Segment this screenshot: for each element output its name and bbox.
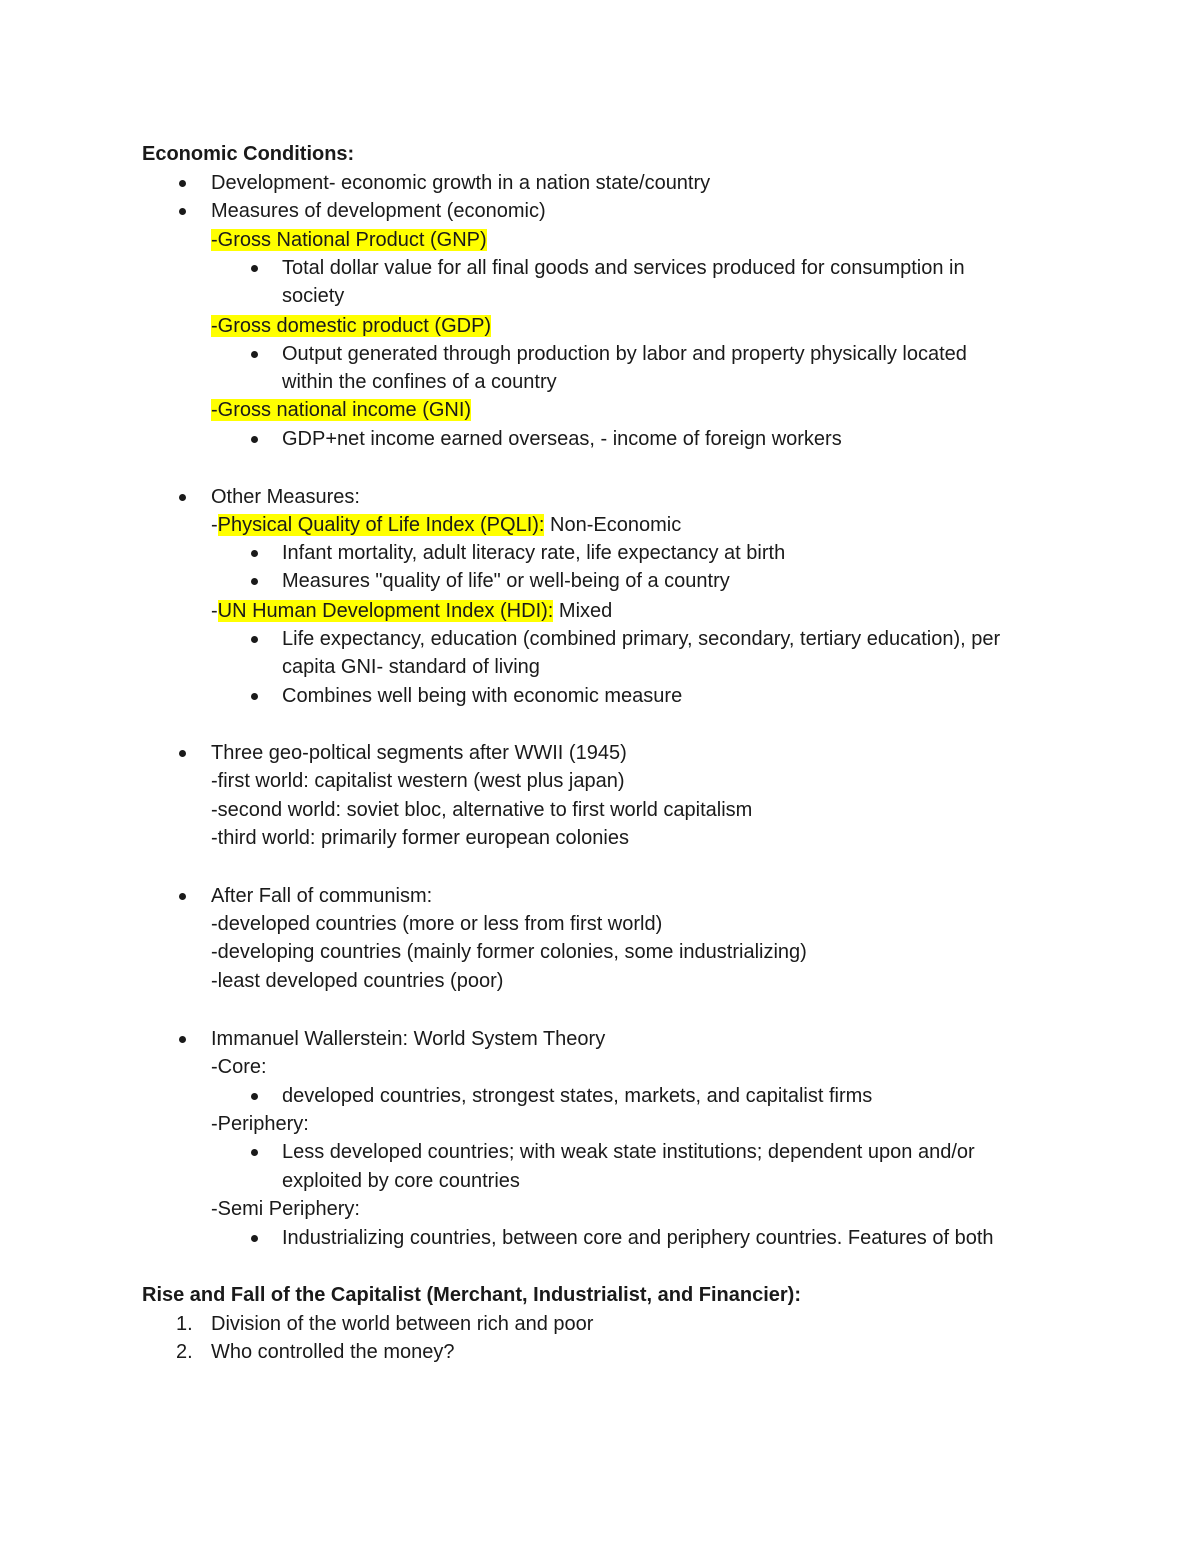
bullet-icon — [251, 1093, 258, 1100]
gnp-description-line-1: Total dollar value for all final goods and services produced for consumption in — [282, 257, 965, 279]
list-number: 2. — [176, 1341, 193, 1363]
gnp-description-line-2: society — [282, 285, 345, 307]
hdi-label — [211, 597, 612, 625]
bullet-geopolitical: Three geo-poltical segments after WWII (1945) — [211, 742, 627, 764]
periphery-description-line-1: Less developed countries; with weak state institutions; dependent upon and/or — [282, 1141, 975, 1163]
pqli-type: Non-Economic — [544, 514, 682, 536]
bullet-icon — [179, 893, 186, 900]
list-number: 1. — [176, 1313, 193, 1335]
pqli-detail-2: Measures "quality of life" or well-being of a country — [282, 570, 730, 592]
hdi-detail-1-line-1: Life expectancy, education (combined primary, secondary, tertiary education), per — [282, 628, 1001, 650]
bullet-icon — [251, 351, 258, 358]
pqli-highlight: Physical Quality of Life Index (PQLI): — [217, 514, 545, 536]
bullet-fall-of-communism: After Fall of communism: — [211, 885, 433, 907]
gnp-label — [211, 226, 487, 254]
gni-description: GDP+net income earned overseas, - income of foreign workers — [282, 428, 842, 450]
bullet-icon — [251, 1235, 258, 1242]
periphery-label: -Periphery: — [211, 1113, 309, 1135]
bullet-measures: Measures of development (economic) — [211, 200, 546, 222]
pqli-dash: - — [211, 514, 218, 536]
periphery-description-line-2: exploited by core countries — [282, 1170, 520, 1192]
list-item: Who controlled the money? — [211, 1341, 455, 1363]
bullet-icon — [251, 693, 258, 700]
hdi-highlight: UN Human Development Index (HDI): — [217, 600, 554, 622]
semi-periphery-description: Industrializing countries, between core and periphery countries. Features of both — [282, 1227, 994, 1249]
gdp-label — [211, 312, 491, 340]
bullet-icon — [179, 180, 186, 187]
hdi-type: Mixed — [553, 600, 613, 622]
hdi-detail-1-line-2: capita GNI- standard of living — [282, 656, 540, 678]
hdi-dash: - — [211, 600, 218, 622]
fall-least-developed: -least developed countries (poor) — [211, 970, 504, 992]
gni-highlight: -Gross national income (GNI) — [211, 399, 472, 421]
bullet-icon — [251, 578, 258, 585]
bullet-other-measures: Other Measures: — [211, 486, 360, 508]
core-label: -Core: — [211, 1056, 267, 1078]
bullet-icon — [251, 636, 258, 643]
bullet-icon — [251, 265, 258, 272]
bullet-icon — [251, 436, 258, 443]
core-description: developed countries, strongest states, markets, and capitalist firms — [282, 1085, 873, 1107]
geo-second-world: -second world: soviet bloc, alternative to first world capitalism — [211, 799, 753, 821]
bullet-icon — [251, 1149, 258, 1156]
gnp-highlight: -Gross National Product (GNP) — [211, 229, 487, 251]
bullet-icon — [179, 1036, 186, 1043]
section-heading-economic-conditions: Economic Conditions: — [142, 143, 355, 165]
list-item: Division of the world between rich and poor — [211, 1313, 594, 1335]
pqli-label — [211, 511, 681, 539]
gni-label — [211, 396, 471, 424]
bullet-development: Development- economic growth in a nation state/country — [211, 172, 711, 194]
fall-developing: -developing countries (mainly former colonies, some industrializing) — [211, 941, 807, 963]
gdp-description-line-2: within the confines of a country — [282, 371, 557, 393]
pqli-detail-1: Infant mortality, adult literacy rate, life expectancy at birth — [282, 542, 786, 564]
geo-first-world: -first world: capitalist western (west plus japan) — [211, 770, 625, 792]
bullet-icon — [179, 208, 186, 215]
hdi-detail-2: Combines well being with economic measure — [282, 685, 683, 707]
section-heading-capitalist: Rise and Fall of the Capitalist (Merchant, Industrialist, and Financier): — [142, 1284, 801, 1306]
gdp-description-line-1: Output generated through production by labor and property physically located — [282, 343, 967, 365]
semi-periphery-label: -Semi Periphery: — [211, 1198, 360, 1220]
gdp-highlight: -Gross domestic product (GDP) — [211, 315, 492, 337]
geo-third-world: -third world: primarily former european colonies — [211, 827, 629, 849]
bullet-wallerstein: Immanuel Wallerstein: World System Theory — [211, 1028, 606, 1050]
fall-developed: -developed countries (more or less from first world) — [211, 913, 663, 935]
bullet-icon — [179, 750, 186, 757]
bullet-icon — [179, 494, 186, 501]
bullet-icon — [251, 550, 258, 557]
